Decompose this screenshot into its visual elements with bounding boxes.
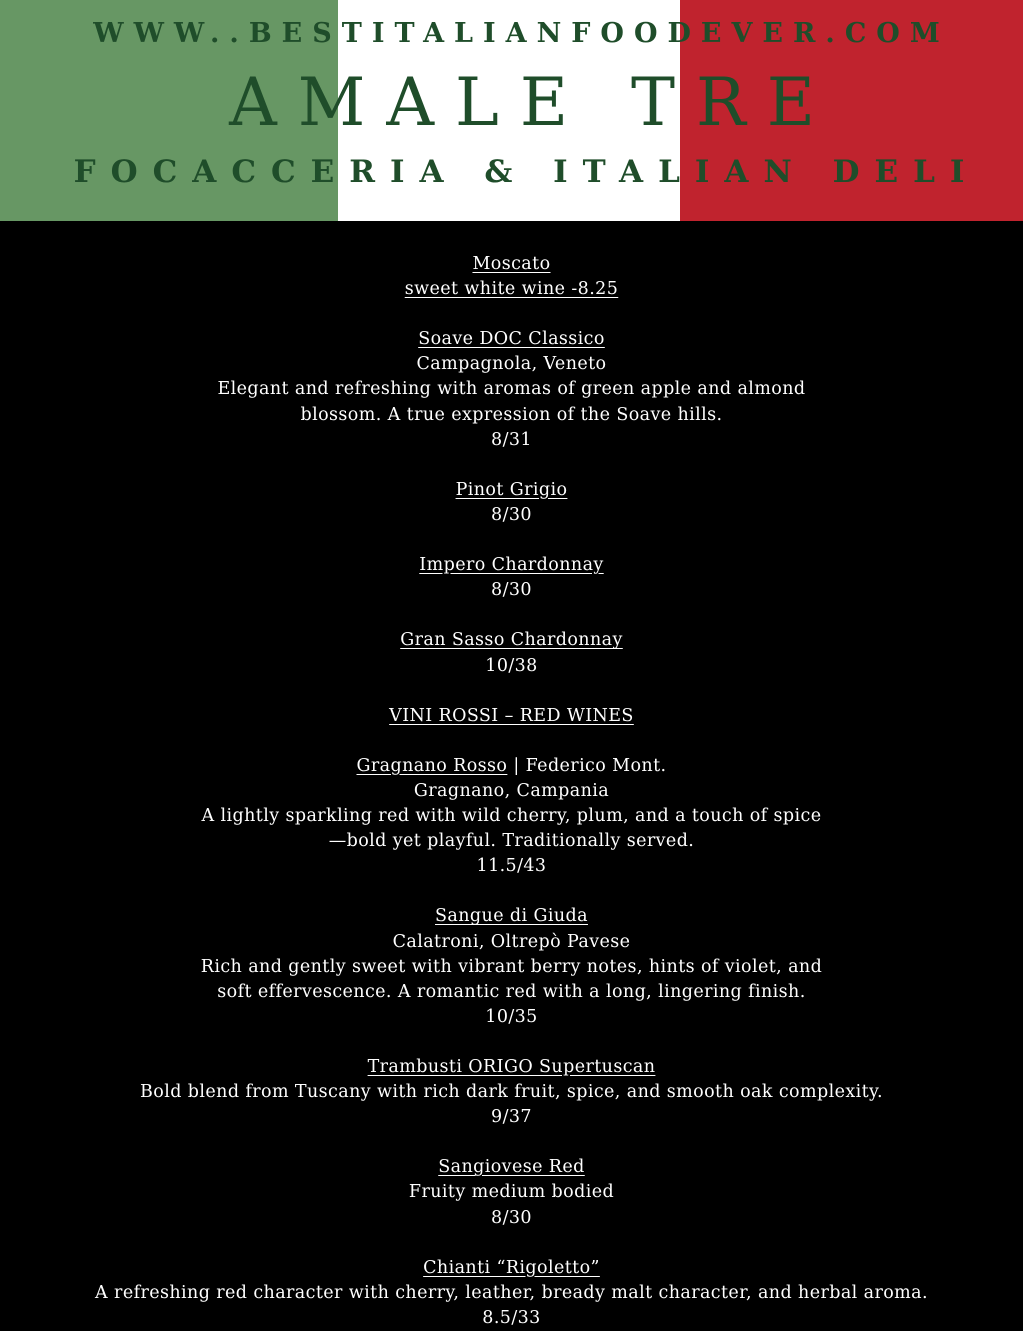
wine-item-impero-chardonnay <box>0 553 1023 603</box>
wine-origin: Gragnano, Campania <box>413 780 610 801</box>
wine-item-pinot-grigio <box>0 478 1023 528</box>
wine-item-sangiovese <box>0 1155 1023 1230</box>
wine-description-line: blossom. A true expression of the Soave hills. <box>300 404 723 425</box>
red-wines-section-title: VINI ROSSI – RED WINES <box>389 705 634 726</box>
wine-description-line: Bold blend from Tuscany with rich dark fruit, spice, and smooth oak complexity. <box>140 1082 883 1103</box>
wine-price: 8/30 <box>491 1207 532 1228</box>
wine-origin: Calatroni, Oltrepò Pavese <box>392 931 631 952</box>
restaurant-name: AMALE TRE <box>229 64 836 141</box>
wine-name: Sangiovese Red <box>438 1157 585 1178</box>
wine-description-line: A refreshing red character with cherry, leather, bready malt character, and herbal aroma. <box>95 1282 928 1303</box>
wine-name: Sangue di Giuda <box>435 906 588 927</box>
wine-producer: | Federico Mont. <box>507 755 667 776</box>
wine-description-line: Fruity medium bodied <box>408 1182 615 1203</box>
wine-name: Gragnano Rosso <box>356 755 508 776</box>
wine-name: Gran Sasso Chardonnay <box>400 630 623 651</box>
menu-header <box>0 0 1023 221</box>
wine-description-line: Elegant and refreshing with aromas of green apple and almond <box>217 379 806 400</box>
wine-description-line: soft effervescence. A romantic red with a long, lingering finish. <box>217 981 806 1002</box>
wine-name: Chianti “Rigoletto” <box>423 1257 600 1278</box>
wine-description-line: A lightly sparkling red with wild cherry, plum, and a touch of spice <box>201 806 822 827</box>
wine-price: 11.5/43 <box>476 856 547 877</box>
wine-menu <box>0 252 1023 1331</box>
wine-item-chianti <box>0 1256 1023 1331</box>
wine-name: Pinot Grigio <box>455 479 568 500</box>
wine-item-soave <box>0 327 1023 452</box>
wine-price: 8/31 <box>491 429 532 450</box>
wine-price: 8/30 <box>491 504 532 525</box>
wine-price: 8/30 <box>491 580 532 601</box>
wine-description-line: Rich and gently sweet with vibrant berry notes, hints of violet, and <box>200 956 823 977</box>
wine-name: Impero Chardonnay <box>419 555 604 576</box>
wine-origin: Campagnola, Veneto <box>416 354 607 375</box>
wine-item-gran-sasso <box>0 628 1023 678</box>
wine-item-gragnano-rosso <box>0 754 1023 879</box>
restaurant-subtitle: FOCACCERIA & ITALIAN DELI <box>73 154 980 190</box>
wine-price: 10/38 <box>485 655 538 676</box>
wine-name: Soave DOC Classico <box>418 329 605 350</box>
wine-description: sweet white wine -8.25 <box>404 279 619 300</box>
wine-price: 10/35 <box>485 1006 538 1027</box>
wine-description-line: —bold yet playful. Traditionally served. <box>328 831 695 852</box>
wine-item-moscato <box>0 252 1023 302</box>
website-url[interactable]: WWW..BESTITALIANFOODEVER.COM <box>93 18 950 49</box>
wine-price: 9/37 <box>491 1107 532 1128</box>
wine-name: Moscato <box>472 254 551 274</box>
wine-item-trambusti-origo <box>0 1055 1023 1130</box>
wine-item-sangue-di-giuda <box>0 904 1023 1029</box>
wine-name: Trambusti ORIGO Supertuscan <box>367 1057 656 1077</box>
wine-price: 8.5/33 <box>482 1307 541 1328</box>
